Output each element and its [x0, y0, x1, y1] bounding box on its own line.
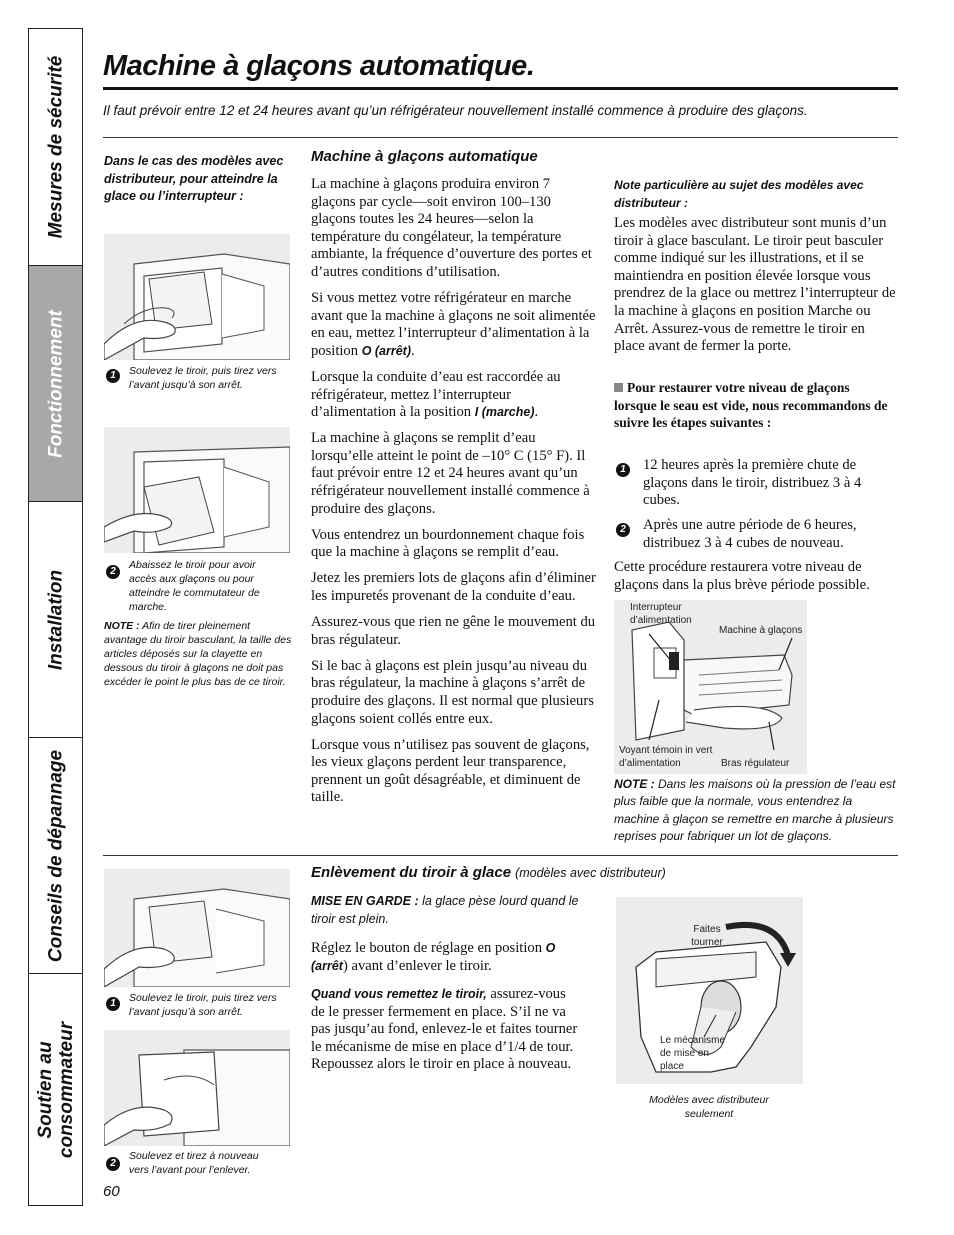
bottom-p2 [311, 986, 579, 1074]
tab-conseils-de-depannage[interactable] [29, 738, 82, 974]
warning-text [311, 893, 581, 928]
figure-label-switch: Interrupteur d’alimentation [630, 602, 692, 626]
bottom-p1 [311, 940, 586, 975]
figure-caption: Modèles avec distributeur seulement [649, 1094, 769, 1120]
tab-label: Fonctionnement [45, 309, 66, 458]
tab-label: Conseils de dépannage [45, 749, 66, 962]
paragraph: Si vous mettez votre réfrigérateur en marche avant que la machine à glaçons ne soit alimentée en eau, mettez l’interrupteur d’alimentation à la position O (arrêt). [311, 290, 596, 359]
position-off: O (arrêt) [361, 343, 412, 358]
bottom-heading: Enlèvement du tiroir à glace [311, 864, 512, 881]
figure-label-icemaker: Machine à glaçons [719, 625, 803, 636]
tab-label: Soutien au consommateur [34, 1021, 77, 1158]
drawer-lift-illustration [104, 234, 290, 360]
right-p2: Cette procédure restaurera votre niveau de glaçons dans la plus brève période possible. [614, 559, 870, 593]
paragraph: Lorsque la conduite d’eau est raccordée au réfrigérateur, mettez l’interrupteur d’alimentation à la position I (marche). [311, 368, 561, 421]
paragraph: Vous entendrez un bourdonnement chaque fois que la machine à glaçons se remplit d’eau. [311, 526, 585, 561]
note-text: Afin de tirer pleinement avantage du tiroir basculant, la taille des articles déposés sur la clayette en dessous du tiroir à glaçons ne doit pas excéder le point le plus bas de ce tiroir. [104, 620, 292, 688]
right-p1: Les modèles avec distributeur sont munis d’un tiroir à glace basculant. Le tiroir peut basculer comme indiqué sur les illustrations, et il se maintiendra en position élevée lorsque vous prendrez de la glace ou mettrez l’interrupteur de la machine à glaçons en position Marche ou Arrêt. Assurez-vous de remettre le tiroir en place avant de fermer la porte. [614, 215, 896, 355]
drawer-lift-illustration-2 [104, 869, 290, 987]
bottom-heading-line [311, 864, 666, 882]
mechanism-figure [616, 897, 803, 1084]
section-tabs [28, 28, 83, 1206]
emphasis-text: Quand vous remettez le tiroir, [311, 987, 487, 1001]
paragraph-text: assurez-vous de le presser fermement en place. S’il ne va pas jusqu’au fond, enlevez-le et faites tourner le mécanisme de mise en place d’1/4 de tour. Repoussez alors le tiroir en place à nouveau. [311, 986, 578, 1073]
paragraph-text: Réglez le bouton de réglage en position [311, 940, 542, 956]
right-heading: Note particulière au sujet des modèles avec distributeur : [614, 178, 864, 210]
figure-label-turn: Faites tourner [691, 924, 723, 948]
paragraph: Si le bac à glaçons est plein jusqu’au niveau du bras régulateur, la machine à glaçons s’arrêt de produire des glaçons. Il est normal que plusieurs glaçons soient collés entre eux. [311, 657, 594, 727]
tab-fonctionnement[interactable] [29, 266, 82, 502]
tab-label: Mesures de sécurité [45, 55, 66, 239]
step-caption: Soulevez le tiroir, puis tirez vers l’avant jusqu’à son arrêt. [129, 992, 277, 1018]
tab-soutien-au-consommateur[interactable] [29, 974, 82, 1205]
section-divider [103, 137, 898, 138]
tab-mesures-de-securite[interactable] [29, 29, 82, 266]
icemaker-figure [614, 600, 807, 774]
left-note [104, 619, 292, 689]
figure-label-light: Voyant témoin in vert d’alimentation [619, 745, 713, 769]
drawer-lower-illustration [104, 427, 290, 553]
warning-label: MISE EN GARDE : [311, 894, 419, 908]
page-title: Machine à glaçons automatique. [103, 50, 535, 82]
step-caption: Soulevez et tirez à nouveau vers l’avant pour l’enlever. [129, 1150, 259, 1176]
step-number: 2 [106, 565, 120, 579]
middle-heading: Machine à glaçons automatique [311, 148, 538, 165]
drawer-remove-illustration [104, 1030, 290, 1146]
figure-label-mechanism: Le mécanisme de mise en place [660, 1035, 726, 1072]
step-number: 2 [106, 1157, 120, 1171]
left-heading: Dans le cas des modèles avec distributeur, pour atteindre la glace ou l’interrupteur : [104, 154, 284, 203]
paragraph-text: Lorsque la conduite d’eau est raccordée au réfrigérateur, mettez l’interrupteur d’alimentation à la position [311, 368, 561, 421]
step-number: 2 [616, 523, 630, 537]
bottom-heading-sub: (modèles avec distributeur) [515, 866, 666, 880]
figure-label-arm: Bras régulateur [721, 758, 790, 769]
position-on: I (marche) [474, 405, 535, 420]
title-rule [103, 87, 898, 90]
tab-installation[interactable] [29, 502, 82, 738]
paragraph: La machine à glaçons se remplit d’eau lorsqu’elle atteint le point de –10° C (15° F). Il faut prévoir entre 12 et 24 heures avant qu’un réfrigérateur nouvellement installé commence à produire des glaçons. [311, 430, 590, 517]
note-text: Dans les maisons où la pression de l’eau est plus faible que la normale, vous entendrez la machine à glaçon se remettre en marche à plusieurs reprises pour fabriquer un lot de glaçons. [614, 777, 896, 843]
paragraph-text: ) avant d’enlever le tiroir. [342, 957, 492, 974]
step-text: Après une autre période de 6 heures, distribuez 3 à 4 cubes de nouveau. [643, 517, 857, 551]
tab-label: Installation [45, 569, 66, 670]
note-label: NOTE : [104, 620, 140, 632]
step-text: 12 heures après la première chute de glaçons dans le tiroir, distribuez 3 à 4 cubes. [643, 457, 862, 509]
paragraph: La machine à glaçons produira environ 7 glaçons par cycle—soit environ 100–130 glaçons toutes les 24 heures—selon la température du congélateur, la température ambiante, la fréquence d’ouverture des portes et d’autres conditions d’utilisation. [311, 176, 592, 280]
paragraph: Jetez les premiers lots de glaçons afin d’éliminer les impuretés provenant de la conduite d’eau. [311, 570, 596, 604]
section-divider [103, 855, 898, 856]
note-label: NOTE : [614, 777, 655, 791]
bullet-item [614, 379, 894, 432]
step-number: 1 [616, 463, 630, 477]
paragraph-text: Si vous mettez votre réfrigérateur en marche avant que la machine à glaçons ne soit alimentée en eau, mettez l’interrupteur d’alimentation à la position [311, 290, 596, 359]
page-number: 60 [103, 1183, 120, 1200]
step-number: 1 [106, 997, 120, 1011]
right-note [614, 776, 898, 845]
middle-body [311, 176, 598, 816]
square-bullet-icon [614, 383, 623, 392]
warning-body: la glace pèse lourd quand le tiroir est plein. [311, 894, 579, 926]
paragraph: Assurez-vous que rien ne gêne le mouvement du bras régulateur. [311, 614, 596, 648]
position-off: O (arrêt [311, 941, 556, 973]
bullet-text: Pour restaurer votre niveau de glaçons lorsque le seau est vide, nous recommandons de suivre les étapes suivantes : [614, 380, 888, 431]
intro-text: Il faut prévoir entre 12 et 24 heures avant qu’un réfrigérateur nouvellement installé commence à produire des glaçons. [103, 103, 808, 118]
step-number: 1 [106, 369, 120, 383]
step-caption: Abaissez le tiroir pour avoir accès aux glaçons ou pour atteindre le commutateur de marche. [129, 559, 260, 613]
paragraph: Lorsque vous n’utilisez pas souvent de glaçons, les vieux glaçons perdent leur transparence, prennent un goût désagréable, et diminuent de taille. [311, 736, 590, 806]
step-caption: Soulevez le tiroir, puis tirez vers l’avant jusqu’à son arrêt. [129, 365, 277, 391]
